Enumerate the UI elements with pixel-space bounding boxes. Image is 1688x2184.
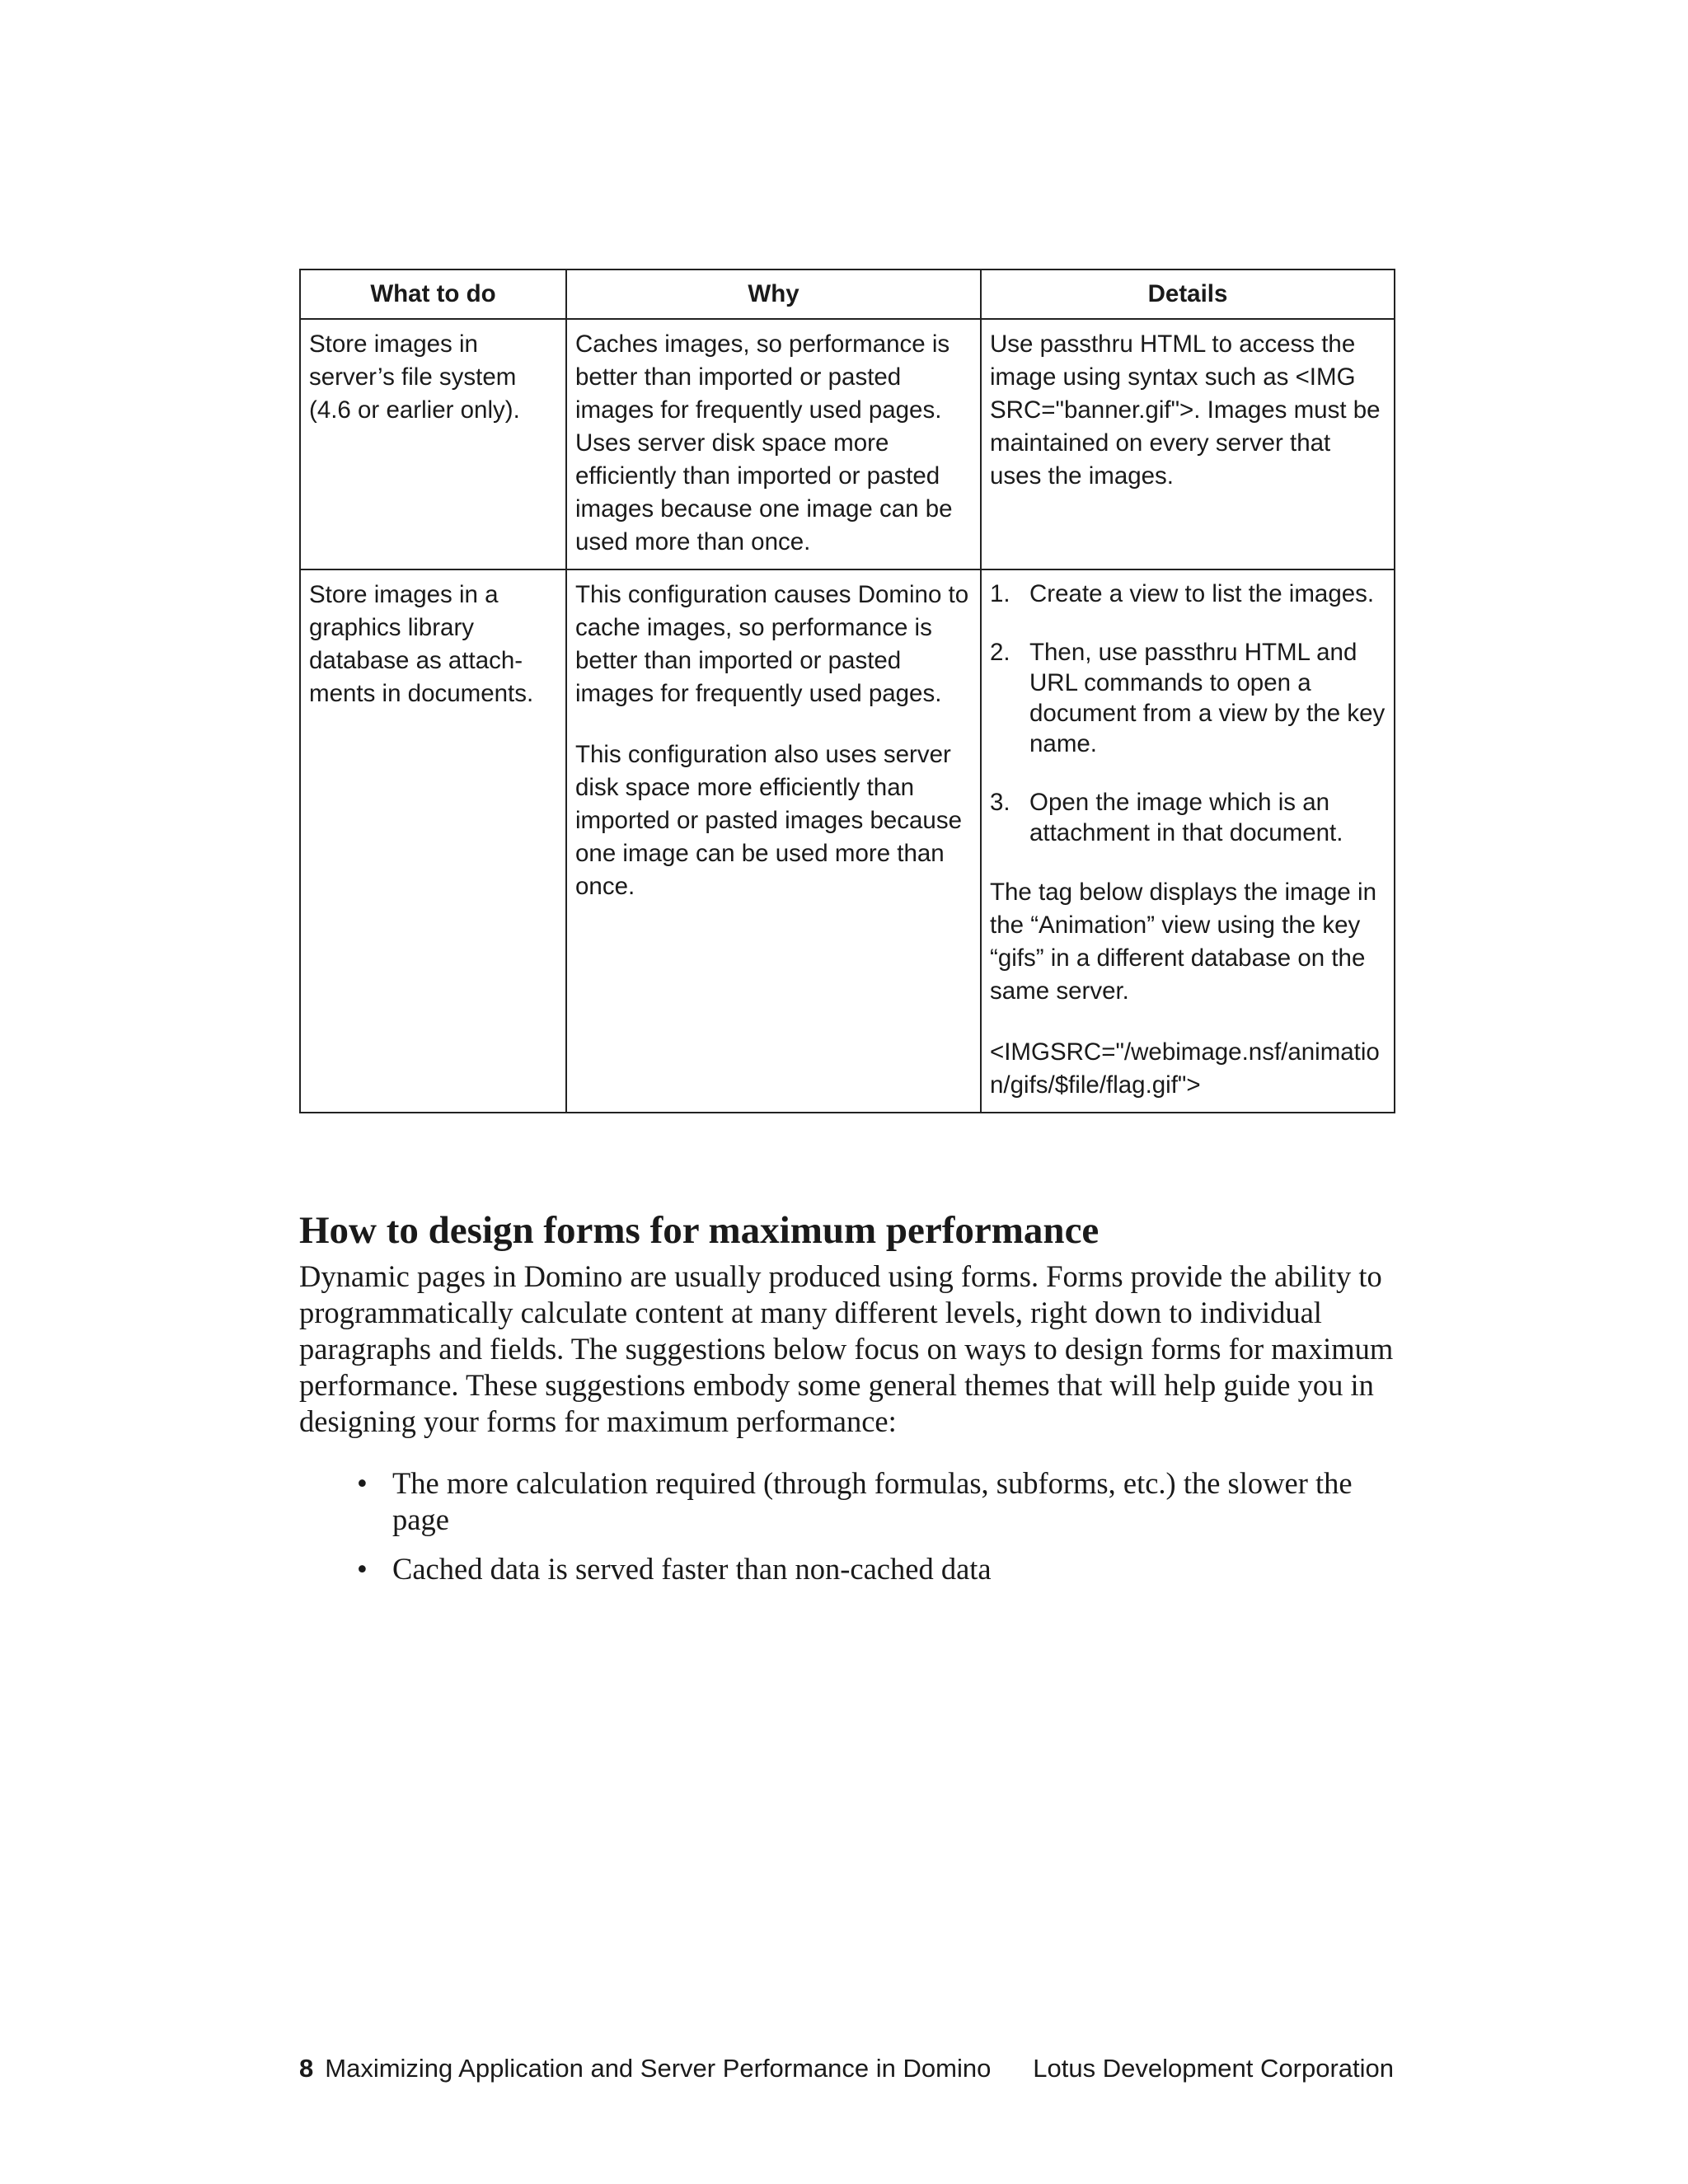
recommendations-table <box>299 269 1395 1113</box>
column-header-details: Details <box>981 269 1395 319</box>
row2-what-cell: Store images in a graphics library database as attach-ments in documents. <box>300 569 566 1113</box>
bullet-icon: • <box>357 1466 368 1500</box>
page-footer <box>299 2052 1394 2085</box>
bullet-text: Cached data is served faster than non-cached data <box>392 1552 992 1586</box>
row2-why-cell <box>566 569 981 1113</box>
step-text: Open the image which is an attachment in that document. <box>1029 789 1343 846</box>
table-row <box>300 319 1395 569</box>
step-text: Then, use passthru HTML and URL commands to open a document from a view by the key name. <box>1029 639 1386 757</box>
list-item <box>354 1551 1401 1587</box>
row2-why-paragraph-2: This configuration also uses server disk space more efficiently than imported or pasted images because one image can be used more than once. <box>575 741 962 900</box>
step-number: 1. <box>990 580 1010 607</box>
page-number: 8 <box>299 2054 314 2083</box>
list-item <box>354 1465 1401 1538</box>
bullet-list <box>354 1465 1401 1601</box>
step-item <box>990 579 1387 609</box>
column-header-what: What to do <box>300 269 566 319</box>
section-body-paragraph: Dynamic pages in Domino are usually produced using forms. Forms provide the ability to programmatically calculate content at many different levels, right down to individual paragraphs and fields. The suggestions below focus on ways to design forms for maximum performance. These suggestions embody some general themes that will help guide you in designing your forms for maximum performance: <box>299 1259 1394 1438</box>
bullet-text: The more calculation required (through formulas, subforms, etc.) the slower the page <box>392 1466 1353 1536</box>
step-item <box>990 787 1387 848</box>
bullet-icon: • <box>357 1552 368 1586</box>
row1-why-cell: Caches images, so performance is better than imported or pasted images for frequently used pages. Uses server disk space more efficiently than imported or pasted images because one image can be used more than once. <box>566 319 981 569</box>
table-header-row <box>300 269 1395 319</box>
row2-details-paragraph: The tag below displays the image in the “Animation” view using the key “gifs” in a different database on the same server. <box>990 879 1376 1005</box>
section-heading: How to design forms for maximum performance <box>299 1209 1100 1252</box>
step-number: 2. <box>990 639 1010 666</box>
step-number: 3. <box>990 789 1010 816</box>
row2-why-paragraph-1: This configuration causes Domino to cache images, so performance is better than imported or pasted images for frequently used pages. <box>575 581 969 707</box>
table-row <box>300 569 1395 1113</box>
row2-details-cell <box>981 569 1395 1113</box>
row2-details-code: <IMGSRC="/webimage.nsf/animation/gifs/$file/flag.gif"> <box>990 1038 1380 1099</box>
steps-list <box>990 579 1387 848</box>
row1-what-cell: Store images in server’s file system (4.6 or earlier only). <box>300 319 566 569</box>
step-text: Create a view to list the images. <box>1029 580 1375 607</box>
footer-title: Maximizing Application and Server Performance in Domino <box>325 2054 992 2083</box>
footer-company: Lotus Development Corporation <box>1033 2054 1394 2083</box>
step-item <box>990 637 1387 759</box>
row1-details-cell: Use passthru HTML to access the image using syntax such as <IMG SRC="banner.gif">. Images must be maintained on every server that uses the images. <box>981 319 1395 569</box>
column-header-why: Why <box>566 269 981 319</box>
